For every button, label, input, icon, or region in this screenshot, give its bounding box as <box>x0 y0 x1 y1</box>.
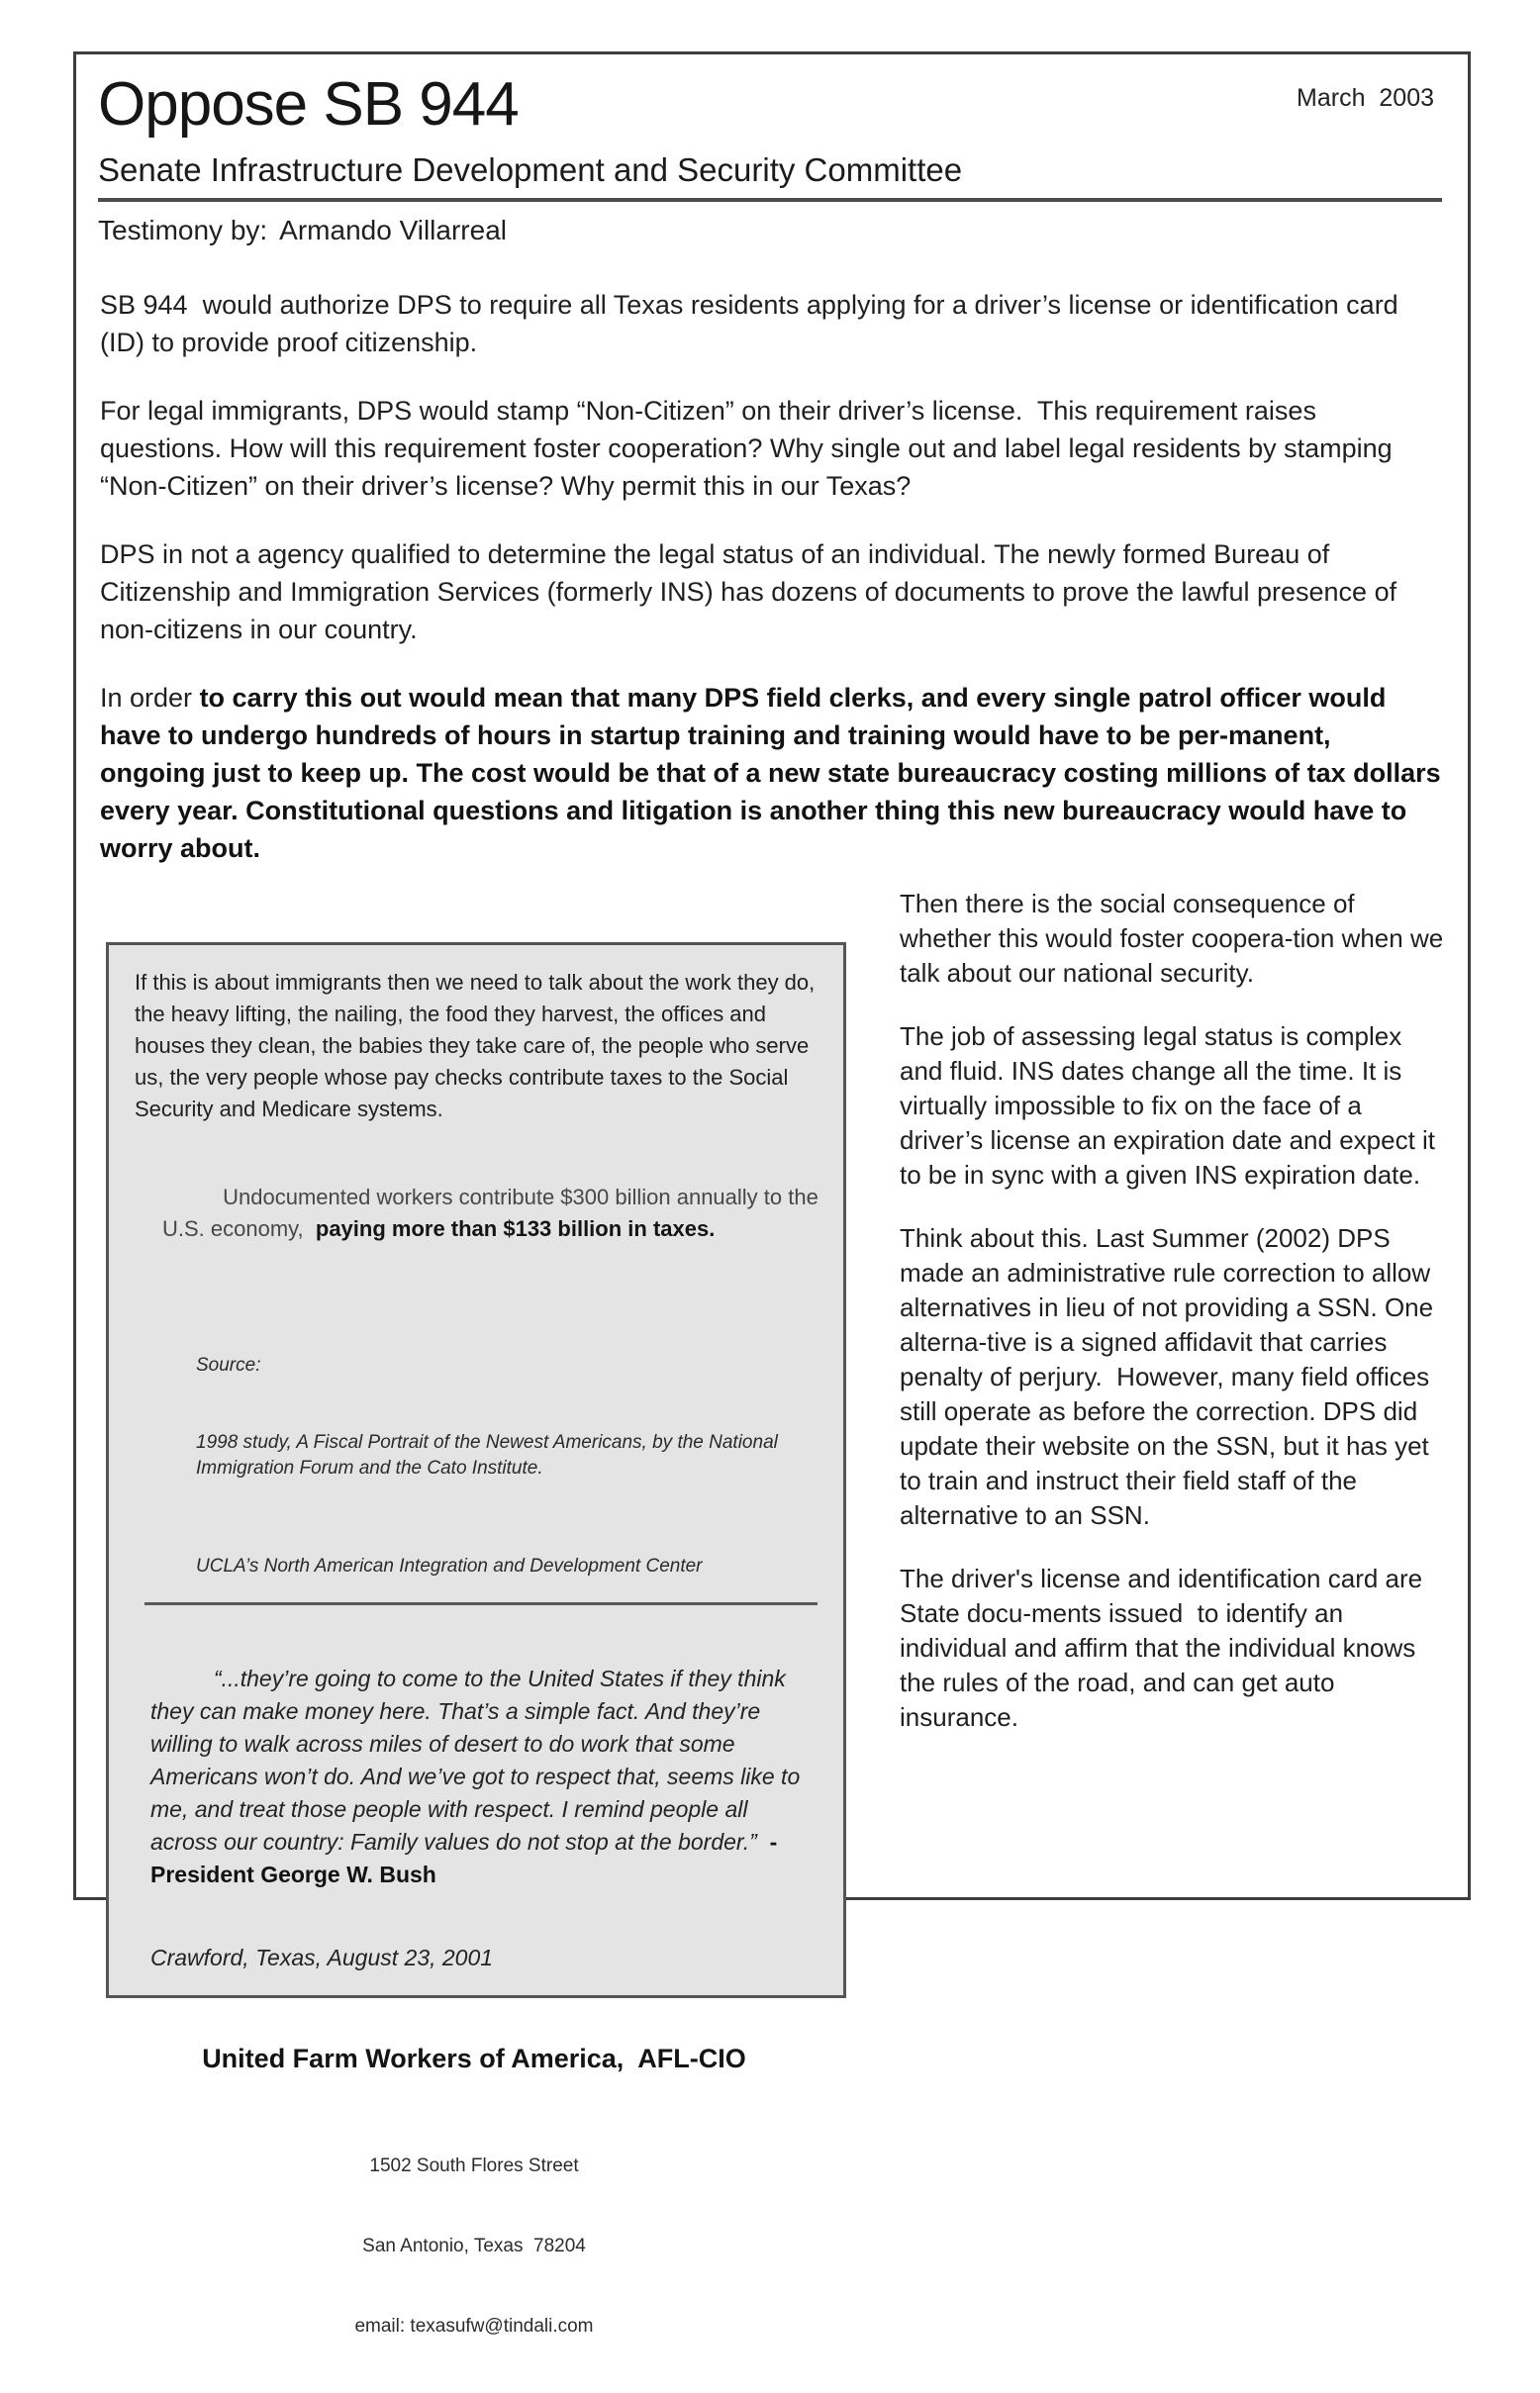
source-text: 1998 study, A Fiscal Portrait of the Newest Americans, by the National Immigration Forum and the Cato Institute. <box>196 1432 784 1479</box>
paragraph-4-lead: In order <box>100 683 200 713</box>
quote-box-divider <box>144 1602 818 1605</box>
paragraph-4 <box>100 679 1449 867</box>
address-block <box>98 2099 850 2393</box>
paragraph-3: DPS in not a agency qualified to determine the legal status of an individual. The newly formed Bureau of Citizenship and Immigration Services (formerly INS) has dozens of documents to prove the lawful presence of non-citizens in our country. <box>100 539 1404 644</box>
footer <box>98 2044 850 2393</box>
right-paragraph-2: The job of assessing legal status is complex and fluid. INS dates change all the time. It is virtually impossible to fix on the face of a driver’s license an expiration date and expect it to be in sync with a given INS expiration date. <box>900 1021 1443 1190</box>
source-label: Source: <box>196 1355 261 1376</box>
paragraph-2: For legal immigrants, DPS would stamp “Non-Citizen” on their driver’s license. This requirement raises questions. How will this requirement foster cooperation? Why single out and label legal residents by stamping “Non-Citizen” on their driver’s license? Why permit this in our Texas? <box>100 396 1407 501</box>
quote-box-intro: If this is about immigrants then we need to talk about the work they do, the heavy lifting, the nailing, the food they harvest, the offices and houses they clean, the babies they take care of, the people who serve us, the very people whose pay checks contribute taxes to the Social Security and Medicare systems. <box>135 970 821 1121</box>
address-street: 1502 South Flores Street <box>369 2155 579 2176</box>
two-column-section <box>98 887 1451 2393</box>
paragraph-4-bold: to carry this out would mean that many DPS field clerks, and every single patrol officer would have to undergo hundreds of hours in startup training and training would have to be per-manent, ongoing just to keep up. The cost would be that of a new state bureaucracy costing millions of tax dollars every year. Constitutional questions and litigation is another thing this new bureaucracy would have to worry about. <box>100 683 1449 863</box>
address-city: San Antonio, Texas 78204 <box>362 2236 586 2256</box>
right-paragraph-3: Think about this. Last Summer (2002) DPS made an administrative rule correction to allow alternatives in lieu of not providing a SSN. One alterna-tive is a signed affidavit that carries penalty of perjury. However, many field offices still operate as before the correction. DPS did update their website on the SSN, but it has yet to train and instruct their field staff of the alternative to an SSN. <box>900 1223 1444 1530</box>
header-divider <box>98 198 1442 202</box>
statistic-bold: paying more than $133 billion in taxes. <box>315 1216 716 1241</box>
statistic-normal: Undocumented workers contribute $300 billion annually to the U.S. economy, <box>162 1185 824 1241</box>
quote-box <box>106 942 846 1998</box>
testimony-name: Armando Villarreal <box>279 215 507 245</box>
left-column <box>98 887 860 2393</box>
source-block <box>196 1301 823 1533</box>
bush-quote <box>150 1630 819 1924</box>
page-title: Oppose SB 944 <box>98 70 519 139</box>
testimony-line <box>98 215 1442 246</box>
bush-attribution: -President George W. Bush <box>150 1829 778 1887</box>
committee-subtitle: Senate Infrastructure Development and Security Committee <box>98 151 963 188</box>
quote-place-date: Crawford, Texas, August 23, 2001 <box>150 1945 494 1970</box>
date-label: March 2003 <box>1297 84 1434 112</box>
statistic-paragraph <box>162 1150 823 1277</box>
body-text <box>98 286 1449 867</box>
right-paragraph-1: Then there is the social consequence of whether this would foster coopera-tion when we talk about our national security. <box>900 889 1451 988</box>
header <box>98 68 1442 142</box>
organization-name: United Farm Workers of America, AFL-CIO <box>202 2044 746 2073</box>
ucla-line: UCLA’s North American Integration and Development Center <box>196 1556 703 1577</box>
right-paragraph-4: The driver's license and identification card are State docu-ments issued to identify an individual and affirm that the individual knows the rules of the road, and can get auto insurance. <box>900 1564 1430 1732</box>
bush-quote-text: “...they’re going to come to the United States if they think they can make money here. That’s a simple fact. And they’re willing to walk across miles of desert to do work that some Americans won’t do. And we’ve got to respect that, seems like to me, and treat those people with respect. I remind people all across our country: Family values do not stop at the border.” <box>150 1666 807 1855</box>
paragraph-1: SB 944 would authorize DPS to require all Texas residents applying for a driver’s license or identification card (ID) to provide proof citizenship. <box>100 290 1406 357</box>
testimony-label: Testimony by: <box>98 215 268 245</box>
flyer-page <box>73 51 1471 2337</box>
address-email: email: texasufw@tindali.com <box>354 2316 594 2337</box>
right-column <box>900 887 1451 1764</box>
